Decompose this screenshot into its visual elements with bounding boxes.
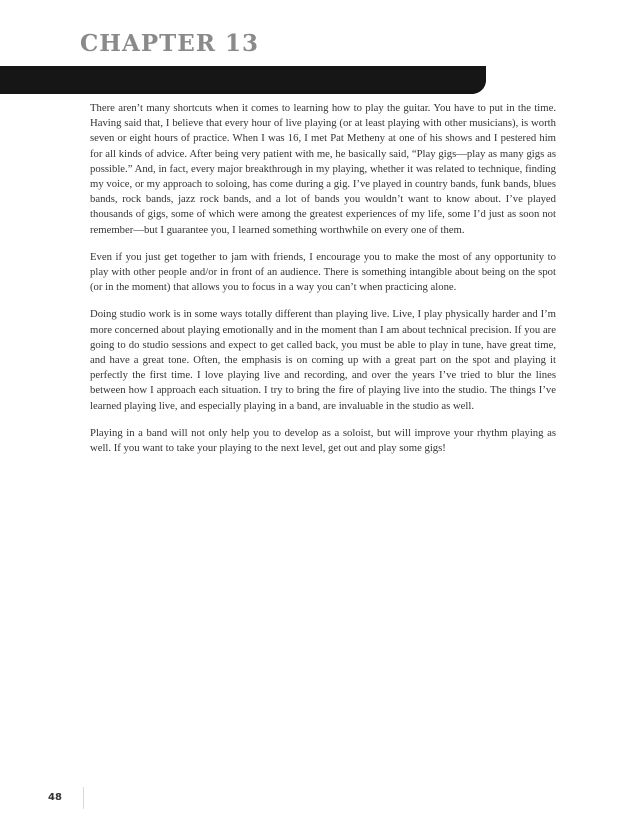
chapter-number: CHAPTER 13 xyxy=(80,30,259,57)
chapter-title-bar xyxy=(0,66,486,94)
paragraph-3: Doing studio work is in some ways totally different than playing live. Live, I play physically harder and I’m more concerned about playing emotionally and in the moment than I am about technical precision. If you are going to do studio sessions and expect to get called back, you must be able to play in tune, have great time, and have a great tone. Often, the emphasis is on coming up with a great part on the spot and playing it perfectly the first time. I love playing live and recording, and over the years I’ve tried to blur the lines between how I approach each situation. I try to bring the fire of playing live into the studio. The things I’ve learned playing live, and especially playing in a band, are invaluable in the studio as well. xyxy=(90,308,556,412)
chapter-body xyxy=(90,101,556,468)
page-number: 48 xyxy=(48,792,62,803)
page-number-divider xyxy=(83,787,84,809)
paragraph-2: Even if you just get together to jam with friends, I encourage you to make the most of any opportunity to play with other people and/or in front of an audience. There is something intangible about being on the spot (or in the moment) that allows you to focus in a way you can’t when practicing alone. xyxy=(90,250,556,294)
paragraph-1: There aren’t many shortcuts when it comes to learning how to play the guitar. You have to put in the time. Having said that, I believe that every hour of live playing (or at least playing with other musicians), is worth seven or eight hours of practice. When I was 16, I met Pat Metheny at one of his shows and I pestered him for all kinds of advice. After being very patient with me, he basically said, “Play gigs—play as many gigs as possible.” And, in fact, every major breakthrough in my playing, whether it was related to technique, finding my voice, or my approach to soloing, has come during a gig. I’ve played in country bands, funk bands, blues bands, rock bands, jazz rock bands, and a lot of bands you wouldn’t want to know about. I’ve played thousands of gigs, some of which were among the greatest experiences of my life, some I’d just as soon not remember—but I guarantee you, I learned something worthwhile on every one of them. xyxy=(90,102,556,236)
chapter-title: THE IMPORTANCE OF PLAYING LIVE xyxy=(70,2,473,26)
paragraph-4: Playing in a band will not only help you to develop as a soloist, but will improve your rhythm playing as well. If you want to take your playing to the next level, get out and play some gigs! xyxy=(90,426,556,455)
